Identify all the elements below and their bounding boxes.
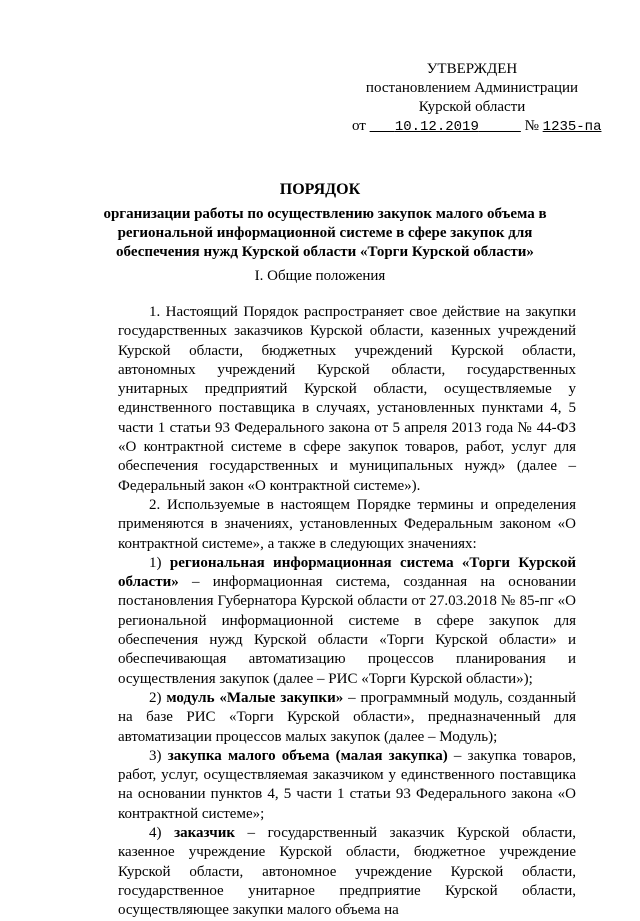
approval-date (370, 119, 521, 135)
document-subtitle: организации работы по осуществлению закупок малого объема в региональной информационной системе в сфере закупок для обеспечения нужд Курской области «Торги Курской области» (103, 206, 547, 260)
definition-2 (118, 689, 576, 747)
definition-2-text: – программный модуль, созданный на базе РИС «Торги Курской области», предназначенный для автоматизации процессов малых закупок (далее – Модуль); (118, 689, 577, 745)
definition-1-number: 1) (149, 554, 162, 571)
definition-4-number: 4) (149, 825, 162, 842)
definition-2-number: 2) (149, 689, 162, 706)
approval-date-line (342, 117, 602, 137)
approval-number: 1235-па (542, 119, 602, 135)
paragraph-2: 2. Используемые в настоящем Порядке термины и определения применяются в значениях, установленных Федеральным законом «О контрактной системе», а также в следующих значениях: (118, 496, 576, 552)
definition-3-text: – закупка товаров, работ, услуг, осуществляемая заказчиком у единственного поставщика на основании пунктов 4, 5 части 1 статьи 93 Федерального закона «О контрактной системе»; (118, 747, 577, 822)
approval-resolution-label: постановлением Администрации (365, 80, 579, 96)
definition-4 (118, 824, 576, 920)
definition-1 (118, 554, 576, 689)
definition-1-text: – информационная система, созданная на основании постановления Губернатора Курской области от 27.03.2018 № 85-пг «О региональной информационной системе в сфере закупок для обеспечения нужд Курской области «Торги Курской области» и обеспечивающая автоматизацию процессов планирования и осуществления закупок (далее – РИС «Торги Курской области»); (118, 574, 576, 687)
definition-3-term: закупка малого объема (малая закупка) (167, 747, 448, 764)
approval-date-value: 10.12.2019 (394, 119, 479, 135)
definition-1-term: региональная информационная система «Торги Курской области» (118, 554, 577, 591)
definition-4-term: заказчик (174, 825, 235, 842)
document-body (118, 303, 576, 921)
definition-3-number: 3) (149, 747, 162, 764)
approval-region-label: Курской области (418, 99, 526, 115)
approval-approved-label: УТВЕРЖДЕН (426, 61, 518, 77)
approval-stamp (342, 60, 602, 137)
definition-2-term: модуль «Малые закупки» (166, 689, 344, 706)
approval-number-prefix: № (524, 118, 539, 134)
definition-3 (118, 747, 576, 824)
approval-date-prefix: от (352, 118, 366, 134)
document-title: ПОРЯДОК (279, 181, 361, 198)
definition-4-text: – государственный заказчик Курской области, казенное учреждение Курской области, бюджетное учреждение Курской области, автономное учреждение Курской области, государственное унитарное предприятие Курской области, осуществляющее закупки малого объема на (118, 825, 577, 919)
paragraph-1: 1. Настоящий Порядок распространяет свое действие на закупки государственных заказчиков Курской области, казенных учреждений Курской области, бюджетных учреждений Курской области, автономных учреждений Курской области, государственных унитарных предприятий Курской области, осуществляемые у единственного поставщика в случаях, установленных пунктами 4, 5 части 1 статьи 93 Федерального закона от 5 апреля 2013 года № 44-ФЗ «О контрактной системе в сфере закупок товаров, работ, услуг для обеспечения государственных и муниципальных нужд» (далее – Федеральный закон «О контрактной системе»). (118, 304, 576, 494)
section-heading: I. Общие положения (254, 268, 386, 284)
